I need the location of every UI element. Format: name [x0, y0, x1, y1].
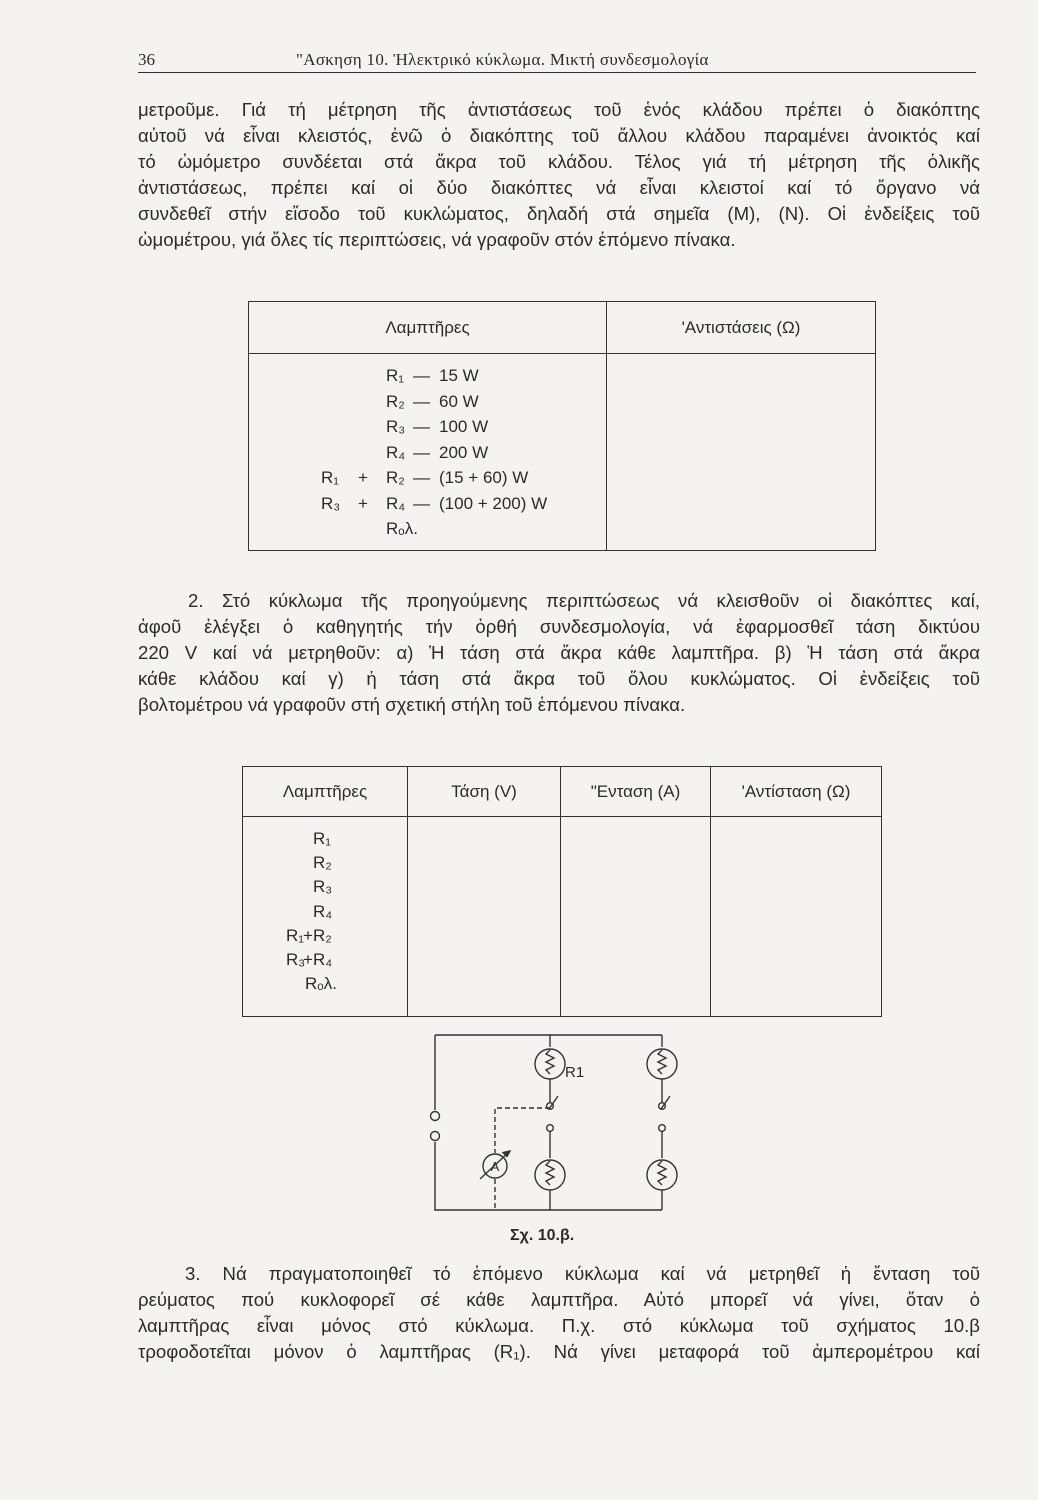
paragraph-line: 220 V καί νά μετρηθοῦν: α) Ἡ τάση στά ἄκρα κάθε λαμπτῆρα. β) Ἡ τάση στά ἄκρα	[138, 642, 980, 663]
running-title: "Ασκηση 10. Ἠλεκτρικό κύκλωμα. Μικτή συνδεσμολογία	[296, 50, 709, 69]
paragraph-line: κάθε κλάδου καί γ) ἡ τάση στά ἄκρα τοῦ ὅλου κυκλώματος. Οἱ ἐνδείξεις τοῦ	[138, 668, 980, 689]
measurements-table	[242, 766, 882, 1017]
table-row: R₁ + R₂	[286, 925, 332, 945]
header-resistances: 'Αντιστάσεις (Ω)	[607, 302, 876, 354]
paragraph-line: τό ὠμόμετρο συνδέεται στά ἄκρα τοῦ κλάδου. Τέλος γιά τή μέτρηση τῆς ὁλικῆς	[138, 151, 980, 172]
page-header	[138, 44, 976, 73]
paragraph-line: αὐτοῦ νά εἶναι κλειστός, ἐνῶ ὁ διακόπτης τοῦ ἄλλου κλάδου παραμένει ἀνοικτός καί	[138, 125, 980, 146]
paragraph-line: ἀντιστάσεως, πρέπει καί οἱ δύο διακόπτες νά εἶναι κλειστοί καί τό ὄργανο νά	[138, 177, 980, 198]
terminal-m	[431, 1112, 440, 1121]
header-voltage: Τάση (V)	[408, 767, 561, 817]
paragraph-line: ἀφοῦ ἐλέγξει ὁ καθηγητής τήν ὀρθή συνδεσμολογία, νά ἐφαρμοσθεῖ τάση δικτύου	[138, 616, 980, 637]
table-row: R₂ — 60 W	[386, 391, 479, 411]
paragraph-line: βολτομέτρου νά γραφοῦν στή σχετική στήλη τοῦ ἑπόμενου πίνακα.	[138, 694, 686, 715]
figure-caption: Σχ. 10.β.	[510, 1227, 575, 1244]
table-row: R₁	[313, 829, 332, 848]
table-row: R₄	[313, 901, 333, 921]
paragraph-line: μετροῦμε. Γιά τή μέτρηση τῆς ἀντιστάσεως τοῦ ἑνός κλάδου πρέπει ὁ διακόπτης	[138, 99, 980, 120]
lamps-cell	[249, 354, 607, 551]
page-number: 36	[138, 50, 155, 69]
voltage-cell	[408, 817, 561, 1017]
paragraph-line: λαμπτῆρας εἶναι μόνος στό κύκλωμα. Π.χ. στό κύκλωμα τοῦ σχήματος 10.β	[138, 1315, 980, 1336]
resistance-values-cell	[607, 354, 876, 551]
resistance-cell	[711, 817, 882, 1017]
paragraph-1	[138, 97, 980, 253]
table-row: R₃ + R₄	[286, 949, 333, 969]
table-row: Rₒλ.	[305, 974, 337, 994]
table-row: R₄ — 200 W	[386, 442, 489, 462]
paragraph-3	[138, 1261, 980, 1365]
paragraph-2	[138, 588, 980, 718]
current-cell	[561, 817, 711, 1017]
resistance-table	[248, 301, 876, 551]
paragraph-line: 2. Στό κύκλωμα τῆς προηγούμενης περιπτώσεως νά κλεισθοῦν οἱ διακόπτες καί,	[188, 590, 980, 611]
circuit-diagram	[415, 1030, 715, 1225]
paragraph-line: συνδεθεῖ στήν εἴσοδο τοῦ κυκλώματος, δηλαδή στά σημεῖα (Μ), (Ν). Οἱ ἐνδείξεις τοῦ	[138, 203, 980, 224]
table-row: R₃	[313, 877, 333, 897]
table-row: R₂	[313, 853, 332, 873]
paragraph-line: τροφοδοτεῖται μόνον ὁ λαμπτῆρας (R₁). Νά γίνει μεταφορά τοῦ ἀμπερομέτρου καί	[138, 1341, 980, 1362]
header-resistance: 'Αντίσταση (Ω)	[711, 767, 882, 817]
table-row: R₃ + R₄ — (100 + 200) W	[321, 493, 548, 513]
header-lamps: Λαμπτῆρες	[249, 302, 607, 354]
table-row: R₁ + R₂ — (15 + 60) W	[321, 468, 529, 487]
switch-contact	[659, 1125, 666, 1132]
lamps-cell	[243, 817, 408, 1017]
table-row: R₃ — 100 W	[386, 417, 489, 436]
header-current: "Ενταση (A)	[561, 767, 711, 817]
lamp-label: R1	[565, 1064, 585, 1081]
table-row: Rₒλ.	[386, 519, 418, 538]
table-row: R₁ — 15 W	[386, 366, 479, 385]
paragraph-line: ὠμομέτρου, γιά ὅλες τίς περιπτώσεις, νά γραφοῦν στόν ἑπόμενο πίνακα.	[138, 229, 736, 250]
terminal-n	[431, 1132, 440, 1141]
paragraph-line: ρεύματος πού κυκλοφορεῖ σέ κάθε λαμπτῆρα. Αὐτό μπορεῖ νά γίνει, ὅταν ὁ	[138, 1289, 980, 1310]
ammeter-label: A	[490, 1159, 500, 1174]
switch-contact	[547, 1125, 554, 1132]
paragraph-line: 3. Νά πραγματοποιηθεῖ τό ἑπόμενο κύκλωμα καί νά μετρηθεῖ ἡ ἔνταση τοῦ	[185, 1263, 980, 1284]
header-lamps: Λαμπτῆρες	[243, 767, 408, 817]
